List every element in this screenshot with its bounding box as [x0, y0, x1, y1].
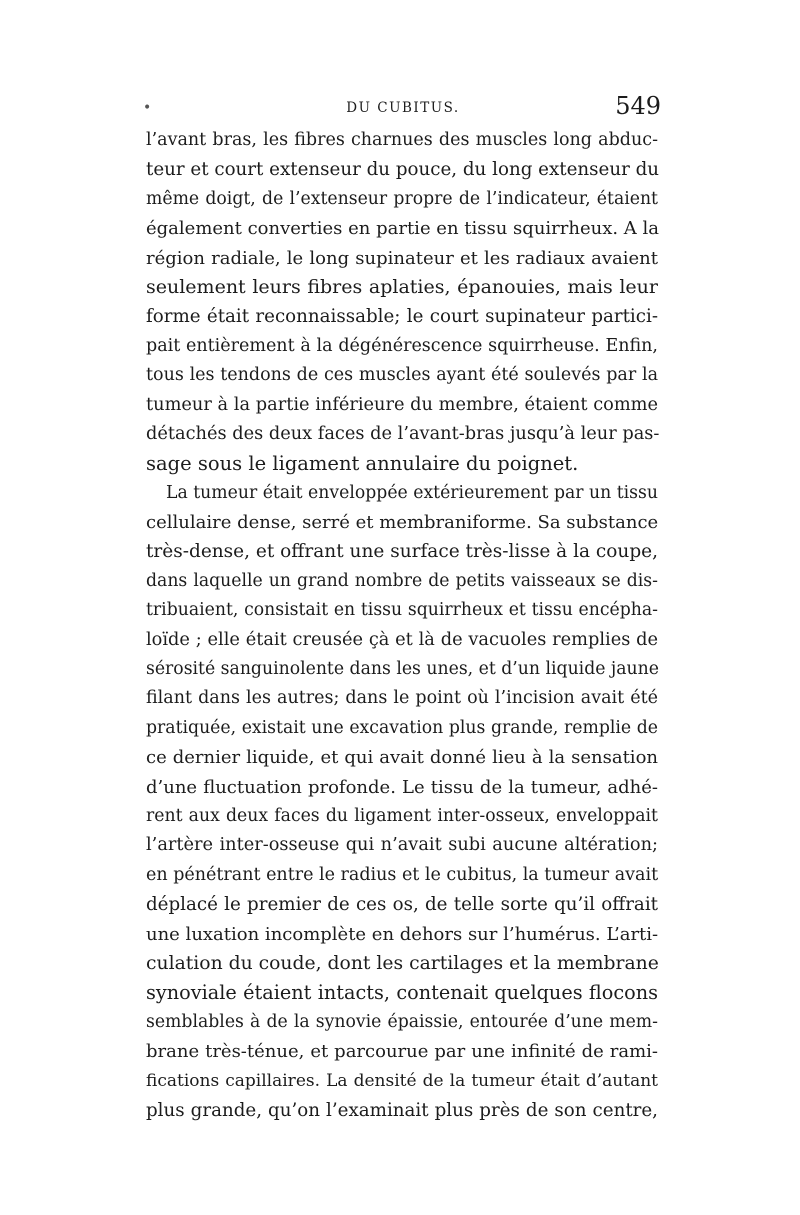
paragraph-end-line: sage sous le ligament annulaire du poignet.	[146, 452, 579, 476]
text-line: une luxation incomplète en dehors sur l’humérus. L’arti-	[146, 923, 659, 945]
text-line: très-dense, et offrant une surface très-lisse à la coupe,	[146, 541, 658, 563]
text-line: d’une fluctuation profonde. Le tissu de la tumeur, adhé-	[146, 776, 658, 798]
paragraph-start-line: La tumeur était enveloppée extérieurement par un tissu	[166, 482, 658, 503]
text-line: également converties en partie en tissu squirrheux. A la	[146, 218, 660, 240]
text-line: teur et court extenseur du pouce, du long extenseur du	[146, 159, 660, 181]
text-line: seulement leurs fibres aplaties, épanouies, mais leur	[146, 275, 658, 298]
text-line: pratiquée, existait une excavation plus grande, remplie de	[146, 717, 658, 738]
text-line: filant dans les autres; dans le point où l’incision avait été	[146, 688, 658, 709]
text-line: déplacé le premier de ces os, de telle sorte qu’il offrait	[146, 894, 658, 916]
text-line: rent aux deux faces du ligament inter-osseux, enveloppait	[146, 805, 658, 826]
text-line: semblables à de la synovie épaissie, entourée d’une mem-	[146, 1011, 658, 1032]
text-line: tribuaient, consistait en tissu squirrheux et tissu encépha-	[146, 600, 658, 621]
body-text	[146, 126, 658, 1125]
page-number: 549	[615, 92, 661, 120]
text-line: synoviale étaient intacts, contenait quelques flocons	[146, 981, 658, 1005]
text-line: tumeur à la partie inférieure du membre, étaient comme	[146, 394, 658, 415]
running-head	[143, 92, 663, 122]
text-line: plus grande, qu’on l’examinait plus près de son centre,	[146, 1099, 658, 1121]
text-line: pait entièrement à la dégénérescence squirrheuse. Enfin,	[146, 335, 658, 356]
text-line: fications capillaires. La densité de la tumeur était d’autant	[146, 1070, 658, 1091]
text-line: dans laquelle un grand nombre de petits vaisseaux se dis-	[146, 570, 658, 591]
text-line: l’avant bras, les fibres charnues des muscles long abduc-	[146, 130, 658, 150]
text-line: région radiale, le long supinateur et les radiaux avaient	[146, 247, 658, 269]
text-line: détachés des deux faces de l’avant-bras jusqu’à leur pas-	[146, 423, 660, 444]
text-line: culation du coude, dont les cartilages et la membrane	[146, 952, 659, 974]
head-ornament: •	[143, 100, 152, 116]
text-line: tous les tendons de ces muscles ayant été soulevés par la	[146, 365, 658, 386]
text-line: sérosité sanguinolente dans les unes, et d’un liquide jaune	[146, 659, 659, 680]
text-line: l’artère inter-osseuse qui n’avait subi aucune altération;	[146, 835, 658, 856]
text-line: même doigt, de l’extenseur propre de l’indicateur, étaient	[146, 188, 658, 209]
text-line: cellulaire dense, serré et membraniforme. Sa substance	[146, 512, 659, 534]
text-line: brane très-ténue, et parcourue par une infinité de rami-	[146, 1041, 658, 1063]
text-line: forme était reconnaissable; le court supinateur partici-	[146, 306, 658, 328]
text-line: loïde ; elle était creusée çà et là de vacuoles remplies de	[146, 629, 658, 650]
text-line: ce dernier liquide, et qui avait donné lieu à la sensation	[146, 747, 658, 769]
text-line: en pénétrant entre le radius et le cubitus, la tumeur avait	[146, 864, 659, 885]
running-title: DU CUBITUS.	[346, 100, 460, 116]
